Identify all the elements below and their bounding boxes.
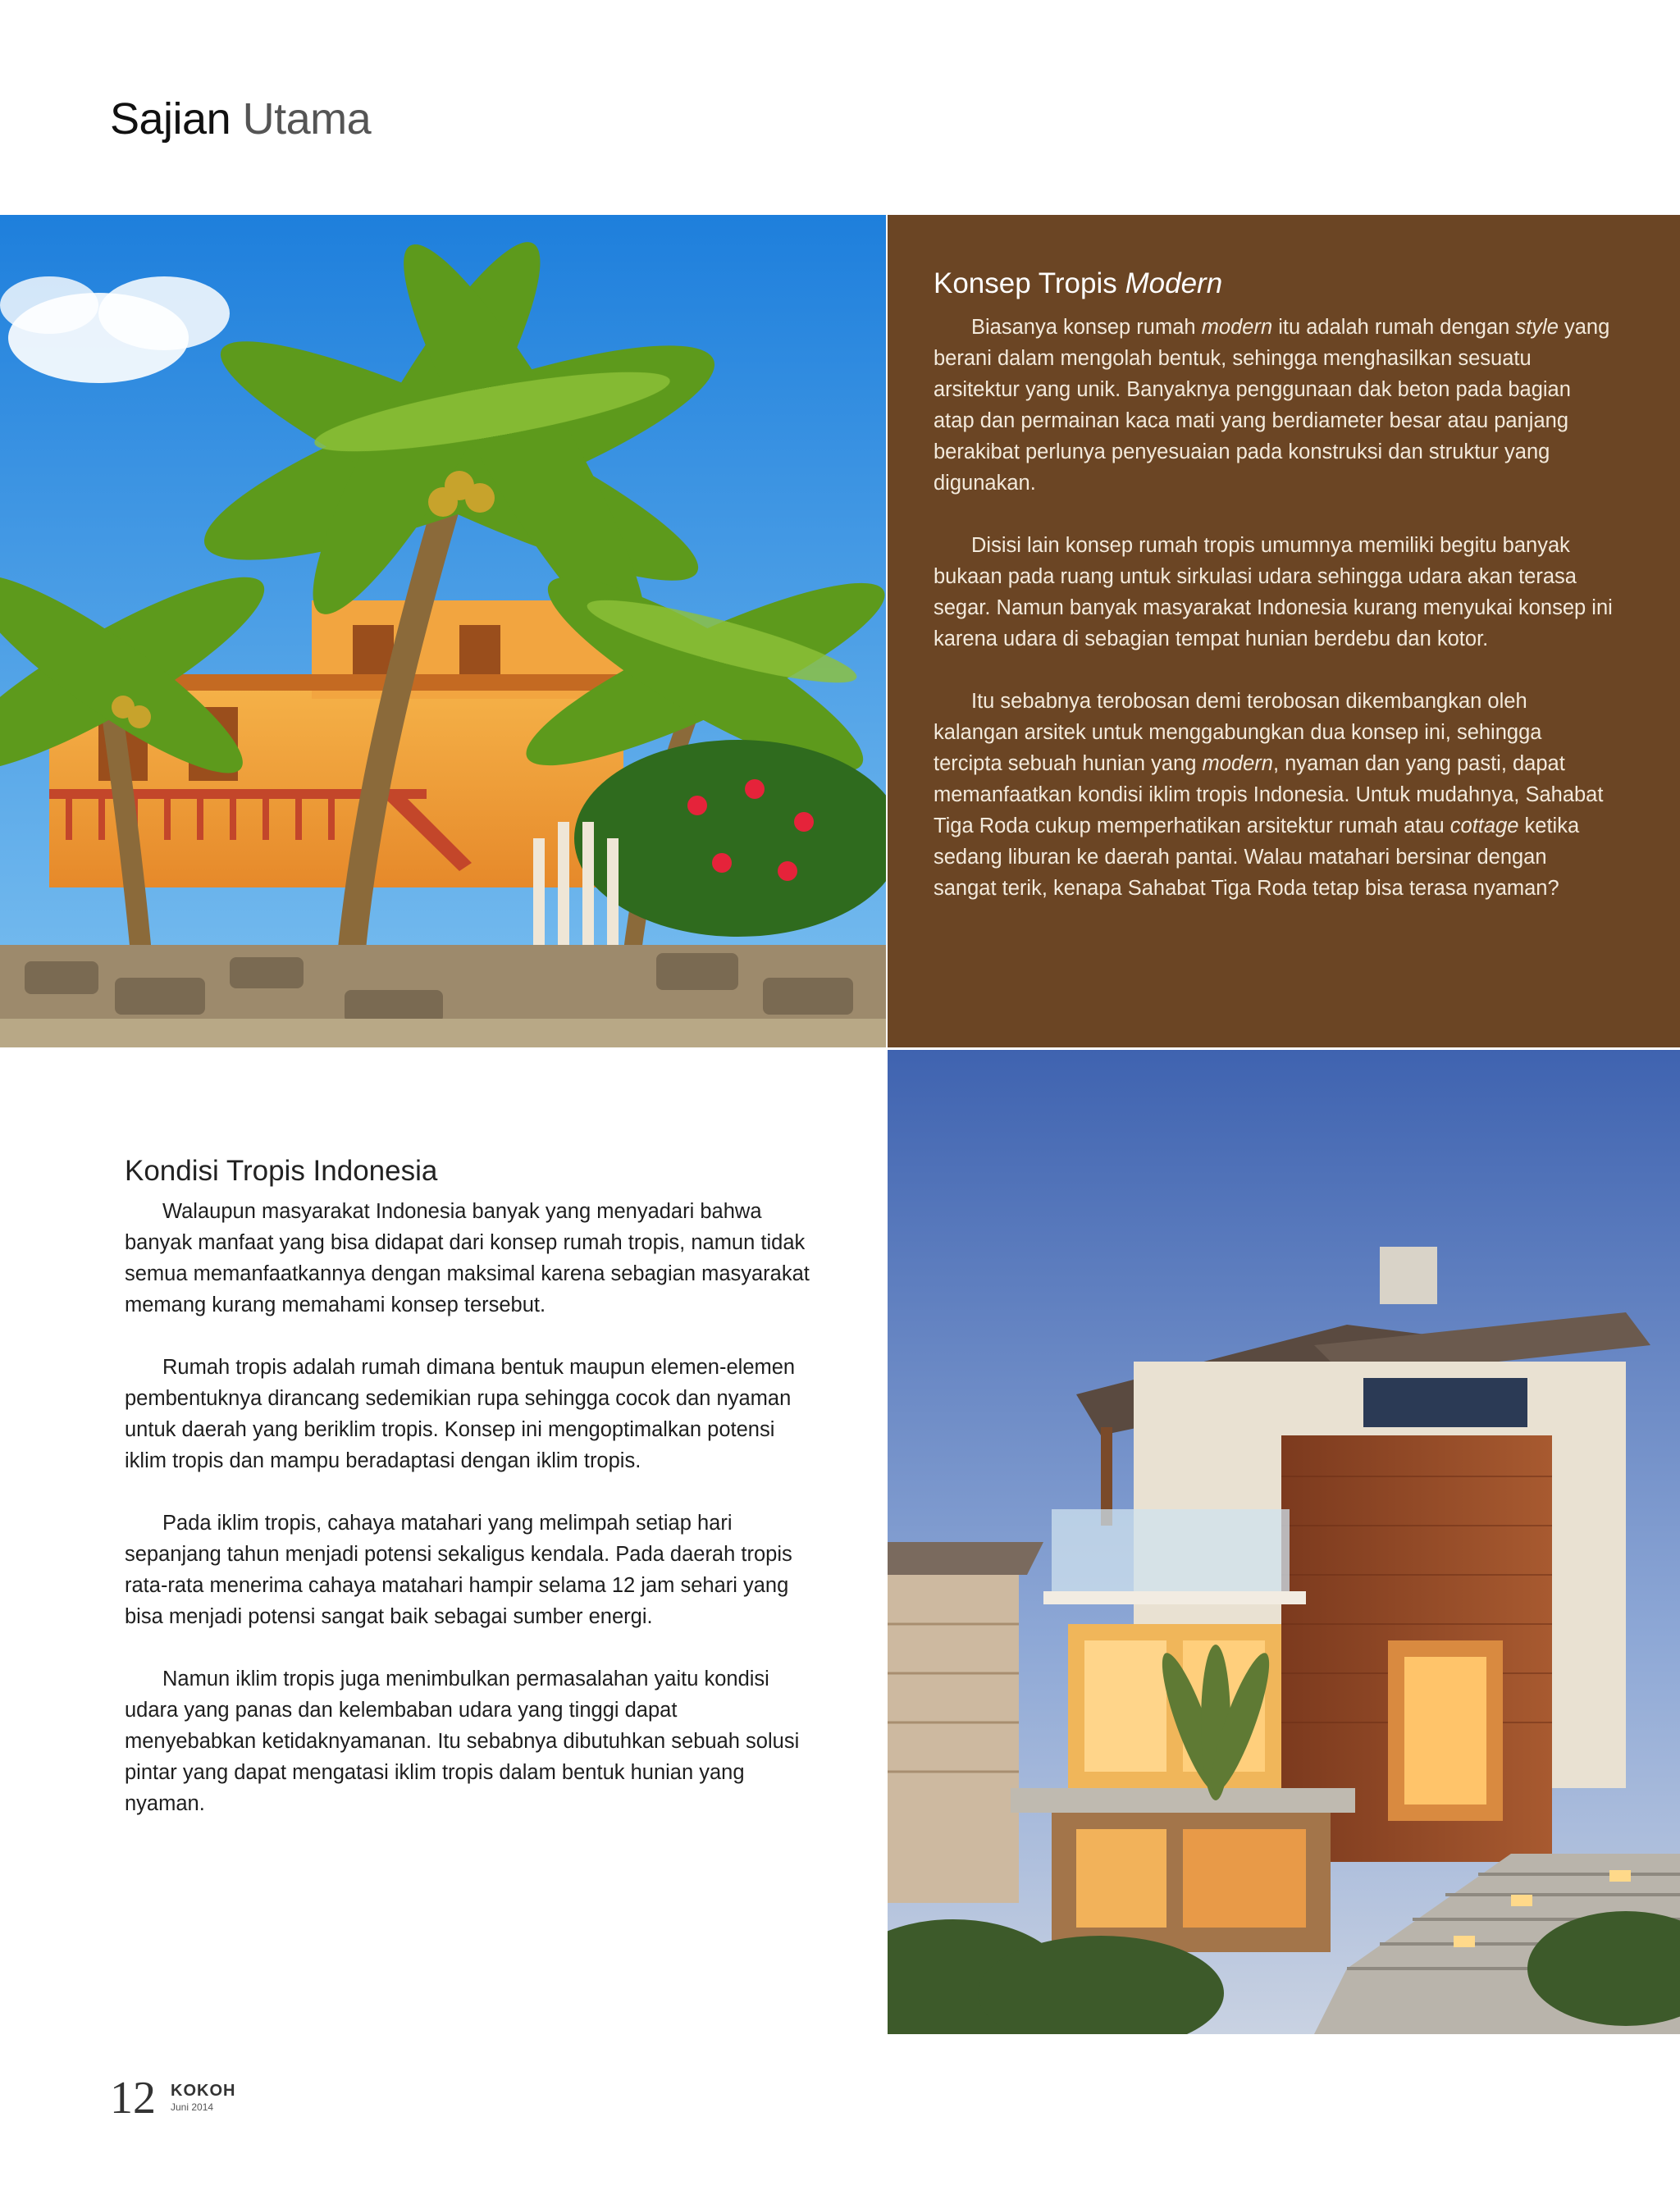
panel-body [934, 312, 1614, 904]
panel-text-run: itu adalah rumah dengan [1272, 316, 1516, 339]
panel-text-run: Disisi lain konsep rumah tropis umumnya memiliki begitu banyak bukaan pada ruang untuk sirkulasi udara sehingga udara akan terasa segar. Namun banyak masyarakat Indonesia kurang menyukai konsep ini karena udara di sebagian tempat hunian berdebu dan kotor. [934, 534, 1613, 650]
magazine-issue: Juni 2014 [171, 2101, 214, 2113]
tropical-house-photo [0, 215, 886, 1047]
panel-text-run: Itu sebabnya terobosan demi terobosan dikembangkan oleh kalangan arsitek untuk menggabungkan dua konsep ini, sehingga tercipta sebuah hunian yang [934, 690, 1542, 775]
article-paragraph: Walaupun masyarakat Indonesia banyak yang menyadari bahwa banyak manfaat yang bisa didapat dari konsep rumah tropis, namun tidak semua memanfaatkannya dengan maksimal karena sebagian masyarakat memang kurang memahami konsep tersebut. [125, 1200, 810, 1316]
section-header-strong: Sajian [110, 94, 231, 144]
panel-title [934, 267, 1614, 300]
article-paragraph: Pada iklim tropis, cahaya matahari yang melimpah setiap hari sepanjang tahun menjadi potensi sekaligus kendala. Pada daerah tropis rata-rata menerima cahaya matahari hampir selama 12 jam sehari yang bisa menjadi potensi sangat baik sebagai sumber energi. [125, 1512, 792, 1628]
panel-title-italic: Modern [1125, 267, 1223, 299]
panel-text-run: yang berani dalam mengolah bentuk, sehingga menghasilkan sesuatu arsitektur yang unik. Banyaknya penggunaan dak beton pada bagian atap dan permainan kaca mati yang berdiameter besar atau panjang berakibat perlunya penyesuaian pada konstruksi dan struktur yang digunakan. [934, 316, 1610, 495]
modern-tropical-panel [888, 215, 1680, 1047]
panel-paragraph [934, 530, 1614, 655]
panel-text-run: ketika sedang liburan ke daerah pantai. Walau matahari bersinar dengan sangat terik, kenapa Sahabat Tiga Roda tetap bisa terasa nyaman? [934, 814, 1580, 900]
tropical-house-illustration [0, 215, 886, 1047]
article-paragraph: Namun iklim tropis juga menimbulkan permasalahan yaitu kondisi udara yang panas dan kelembaban udara yang tinggi dapat menyebabkan ketidaknyamanan. Itu sebabnya dibutuhkan sebuah solusi pintar yang dapat mengatasi iklim tropis dalam bentuk hunian yang nyaman. [125, 1668, 800, 1815]
article-paragraph: Rumah tropis adalah rumah dimana bentuk maupun elemen-elemen pembentuknya dirancang sedemikian rupa sehingga cocok dan nyaman untuk daerah yang beriklim tropis. Konsep ini mengoptimalkan potensi iklim tropis dan mampu beradaptasi dengan iklim tropis. [125, 1356, 796, 1472]
panel-italic-run: cottage [1449, 814, 1519, 837]
panel-text-run: , nyaman dan yang pasti, dapat memanfaatkan kondisi iklim tropis Indonesia. Untuk mudahnya, Sahabat Tiga Roda cukup memperhatikan arsitektur rumah atau [934, 752, 1604, 837]
panel-italic-run: modern [1202, 752, 1273, 775]
magazine-name: KOKOH [171, 2082, 236, 2100]
modern-house-photo [888, 1050, 1680, 2034]
page-number: 12 [110, 2073, 156, 2124]
panel-title-prefix: Konsep Tropis [934, 267, 1117, 299]
modern-house-illustration [888, 1050, 1680, 2034]
article-title: Kondisi Tropis Indonesia [125, 1155, 438, 1187]
panel-text-run: Biasanya konsep rumah [971, 316, 1202, 339]
panel-paragraph [934, 686, 1614, 904]
panel-italic-run: modern [1201, 316, 1273, 339]
section-header [110, 94, 372, 144]
panel-paragraph [934, 312, 1614, 499]
section-header-light: Utama [242, 94, 372, 144]
tropical-conditions-article [125, 1155, 814, 1850]
panel-italic-run: style [1515, 316, 1559, 339]
